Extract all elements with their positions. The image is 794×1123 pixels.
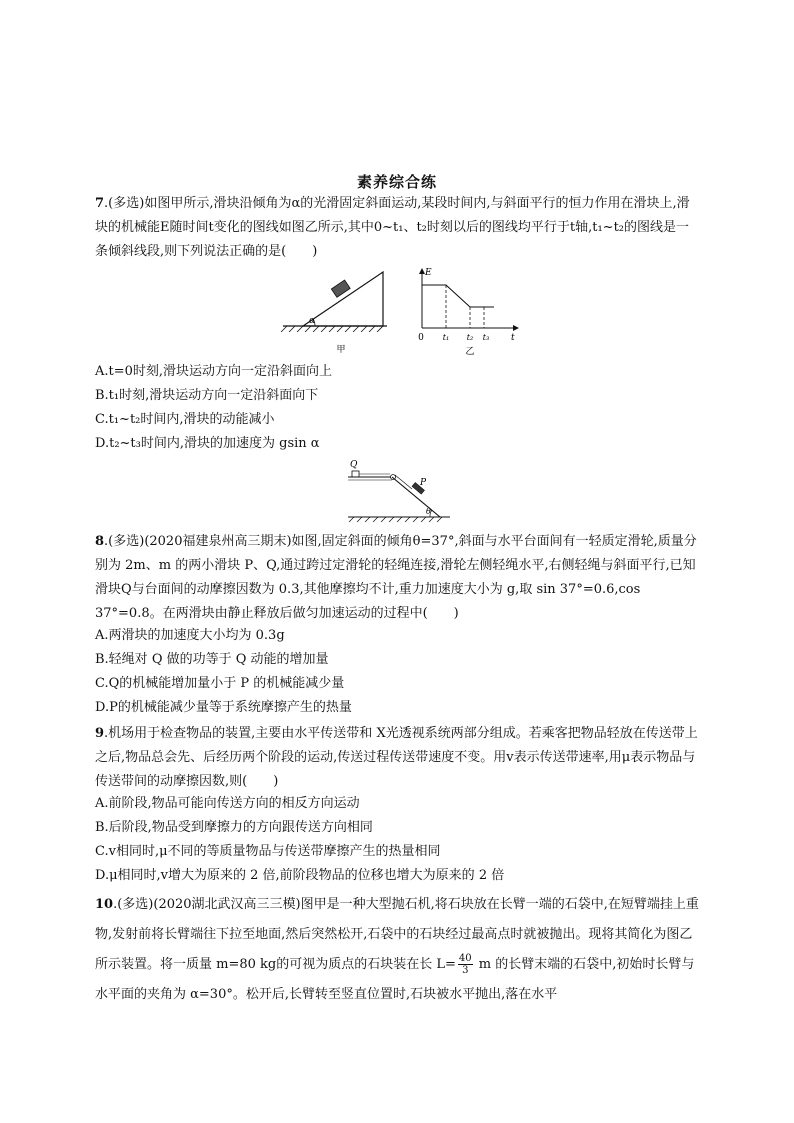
x-axis-label: t [511,333,515,343]
question-text: .(多选)(2020福建泉州高三期末)如图,固定斜面的倾角θ=37°,斜面与水平台面间有一轻质定滑轮,质量分别为 2m、m 的两小滑块 P、Q,通过跨过定滑轮的轻绳连接,滑轮左侧轻绳水平,右侧轻绳与斜面平行,已知滑块Q与台面间的动摩擦因数为 0.3,其他摩擦均不计,重力加速度大小为 g,取 sin 37°=0.6,cos 37°=0.8。在两滑块由静止释放后做匀加速运动的过程中( ) [95,534,697,621]
question-text: .机场用于检查物品的装置,主要由水平传送带和 X光透视系统两部分组成。若乘客把物品轻放在传送带上之后,物品总会先、后经历两个阶段的运动,传送过程传送带速度不变。用v表示传送带速率,用μ表示物品与传送带间的动摩擦因数,则( ) [95,726,698,789]
question-8-stem [95,530,700,626]
q9-option-a: A.前阶段,物品可能向传送方向的相反方向运动 [95,796,360,811]
label-q: Q [350,460,358,470]
q9-option-c: C.v相同时,μ不同的等质量物品与传送带摩擦产生的热量相同 [95,844,441,859]
q8-option-d: D.P的机械能减少量等于系统摩擦产生的热量 [95,700,352,715]
q9-option-b: B.后阶段,物品受到摩擦力的方向跟传送方向相同 [95,820,373,835]
q8-option-a: A.两滑块的加速度大小均为 0.3g [95,628,285,643]
label-p: P [420,478,427,488]
question-text-continued: m 的长臂末端的石袋中,初始时长臂与水平面的夹角为 α=30°。松开后,长臂转至竖直位置时,石块被水平抛出,落在水平 [95,957,695,1002]
question-text: .(多选)(2020湖北武汉高三三模)图甲是一种大型抛石机,将石块放在长臂一端的石袋中,在短臂端挂上重物,发射前将长臂端往下拉至地面,然后突然松开,石袋中的石块经过最高点时就被抛出。现将其简化为图乙所示装置。将一质量 m=80 kg的可视为质点的石块装在长 L= [95,897,699,972]
tick-t1: t₁ [442,333,450,342]
question-text: .(多选)如图甲所示,滑块沿倾角为α的光滑固定斜面运动,某段时间内,与斜面平行的恒力作用在滑块上,滑块的机械能E随时间t变化的图线如图乙所示,其中0~t₁、t₂时刻以后的图线均平行于t轴,t₁~t₂的图线是一条倾斜线段,则下列说法正确的是( ) [95,196,690,259]
question-number: 10 [95,897,114,912]
origin-label: 0 [418,333,424,343]
question-10-stem [95,890,700,1010]
section-title: 素养综合练 [356,173,437,191]
q7-option-b: B.t₁时刻,滑块运动方向一定沿斜面向下 [95,388,319,403]
tick-t2: t₂ [466,333,474,342]
question-7-stem [95,192,700,264]
question-number: 8 [95,534,105,549]
angle-alpha-label: α [309,316,316,326]
q8-option-c: C.Q的机械能增加量小于 P 的机械能减少量 [95,676,345,691]
question-number: 9 [95,726,105,741]
y-axis-label: E [425,268,432,278]
q7-option-a: A.t=0时刻,滑块运动方向一定沿斜面向上 [95,364,333,379]
q8-option-b: B.轻绳对 Q 做的功等于 Q 动能的增加量 [95,652,329,667]
q7-option-c: C.t₁~t₂时间内,滑块的动能减小 [95,412,275,427]
tick-t3: t₃ [482,333,490,342]
figure-pulley-incline [340,455,455,527]
figure-yi-caption: 乙 [465,347,475,357]
q7-option-d: D.t₂~t₃时间内,滑块的加速度为 gsin α [95,436,320,451]
question-number: 7 [95,196,105,211]
length-fraction: $\frac{40}{3}$ [458,953,472,976]
figure-jia-caption: 甲 [336,345,346,355]
figure-energy-graph-yi [412,265,527,360]
question-9-stem [95,722,700,794]
q9-option-d: D.μ相同时,v增大为原来的 2 倍,前阶段物品的位移也增大为原来的 2 倍 [95,868,505,883]
figure-incline-jia [275,268,405,356]
angle-theta-label: θ [426,507,431,516]
